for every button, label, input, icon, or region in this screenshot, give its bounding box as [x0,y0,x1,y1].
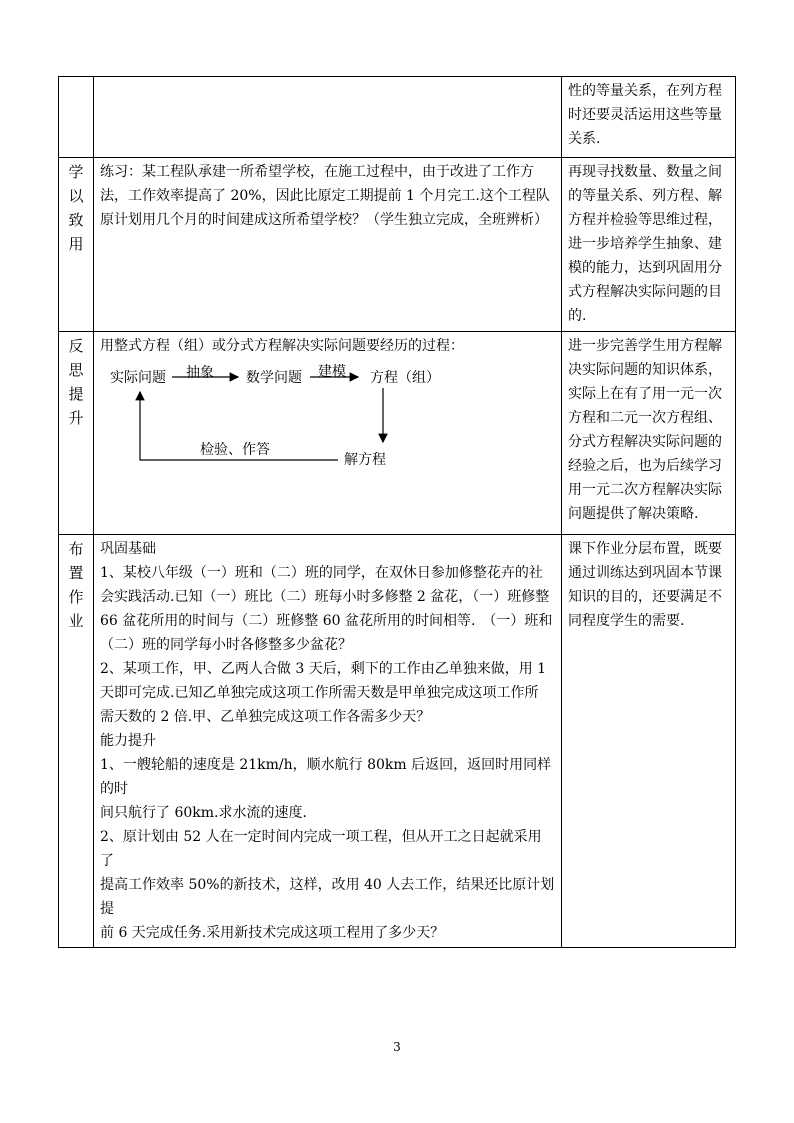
process-flow-diagram [100,362,540,482]
note-line: 再现寻找数量、数量之间 [568,164,722,180]
content-cell [94,535,562,948]
note-line: 关系. [568,131,601,147]
content-line: 需天数的 2 倍.甲、乙单独完成这项工作各需多少天？ [100,709,431,725]
note-line: 的等量关系、列方程、解 [568,188,722,204]
category-char: 用 [68,235,84,253]
table-row [59,77,736,158]
content-line: 间只航行了 60km.求水流的速度. [100,805,307,821]
table-row [59,332,736,535]
category-char: 学 [68,163,84,181]
note-line: 实际上在有了用一元一次 [568,386,722,402]
note-line: 经验之后，也为后续学习 [568,458,722,474]
content-line: 2、原计划由 52 人在一定时间内完成一项工程，但从开工之日起就采用了 [100,829,542,869]
content-line: 前 6 天完成任务.采用新技术完成这项工程用了多少天？ [100,925,445,941]
note-line: 进一步培养学生抽象、建 [568,236,722,252]
table-row [59,535,736,948]
content-line: 法，工作效率提高了 20%，因此比原定工期提前 1 个月完工.这个工程队 [100,188,550,204]
note-line: 性的等量关系，在列方程 [568,83,722,99]
note-line: 用一元二次方程解决实际 [568,482,722,498]
note-line: 式方程解决实际问题的目 [568,284,722,300]
category-char: 以 [68,187,84,205]
category-char: 作 [68,588,84,606]
content-line: 2、某项工作，甲、乙两人合做 3 天后，剩下的工作由乙单独来做，用 1 [100,661,547,677]
note-line: 决实际问题的知识体系， [568,362,722,378]
edge-label-abstract: 抽象 [186,365,214,381]
note-line: 分式方程解决实际问题的 [568,434,722,450]
content-line: 练习：某工程队承建一所希望学校，在施工过程中，由于改进了工作方 [100,164,534,180]
note-cell [562,332,736,535]
note-line: 方程并检验等思维过程， [568,212,722,228]
category-char: 反 [68,337,84,355]
category-cell-reflect [59,332,94,535]
category-cell [59,77,94,158]
page-number: 3 [393,1040,401,1054]
content-line: 天即可完成.已知乙单独完成这项工作所需天数是甲单独完成这项工作所 [100,685,539,701]
note-line: 通过训练达到巩固本节课 [568,565,722,581]
note-line: 时还要灵活运用这些等量 [568,107,722,123]
category-char: 业 [68,612,84,630]
content-cell [94,77,562,158]
category-char: 布 [68,540,84,558]
note-line: 进一步完善学生用方程解 [568,338,722,354]
node-actual-problem: 实际问题 [110,370,166,386]
note-line: 问题提供了解决策略. [568,506,699,522]
edge-label-modeling: 建模 [318,364,346,380]
note-cell [562,158,736,332]
section-heading-basics: 巩固基础 [100,541,156,557]
note-line: 方程和二元一次方程组、 [568,410,722,426]
table-row [59,158,736,332]
content-line: 1、一艘轮船的速度是 21km/h，顺水航行 80km 后返回，返回时用同样的时 [100,757,552,797]
content-cell [94,158,562,332]
category-char: 思 [68,361,84,379]
category-char: 置 [68,564,84,582]
node-math-problem: 数学问题 [246,370,302,386]
content-line: 会实践活动.已知（一）班比（二）班每小时多修整 2 盆花，（一）班修整 [100,589,550,605]
note-cell [562,535,736,948]
category-char: 提 [68,385,84,403]
note-line: 模的能力，达到巩固用分 [568,260,722,276]
content-line: 用整式方程（组）或分式方程解决实际问题要经历的过程： [100,338,464,354]
category-cell-homework [59,535,94,948]
edge-label-check-answer: 检验、作答 [200,442,270,458]
note-line: 课下作业分层布置，既要 [568,541,722,557]
content-line: 66 盆花所用的时间与（二）班修整 60 盆花所用的时间相等. （一）班和 [100,613,553,629]
content-cell [94,332,562,535]
section-heading-advanced: 能力提升 [100,733,156,749]
category-cell-apply [59,158,94,332]
note-line: 的. [568,308,587,324]
flow-arrows [100,362,540,482]
node-equation: 方程（组） [370,370,440,386]
node-solve-equation: 解方程 [344,452,386,468]
content-line: 原计划用几个月的时间建成这所希望学校？（学生独立完成，全班辨析） [100,212,548,228]
lesson-plan-table [58,76,736,948]
content-line: 1、某校八年级（一）班和（二）班的同学，在双休日参加修整花卉的社 [100,565,543,581]
category-char: 升 [68,409,84,427]
note-cell [562,77,736,158]
content-line: （二）班的同学每小时各修整多少盆花？ [100,637,352,653]
content-line: 提高工作效率 50%的新技术，这样，改用 40 人去工作，结果还比原计划提 [100,877,555,917]
category-char: 致 [68,211,84,229]
note-line: 知识的目的，还要满足不 [568,589,722,605]
note-line: 同程度学生的需要. [568,613,685,629]
